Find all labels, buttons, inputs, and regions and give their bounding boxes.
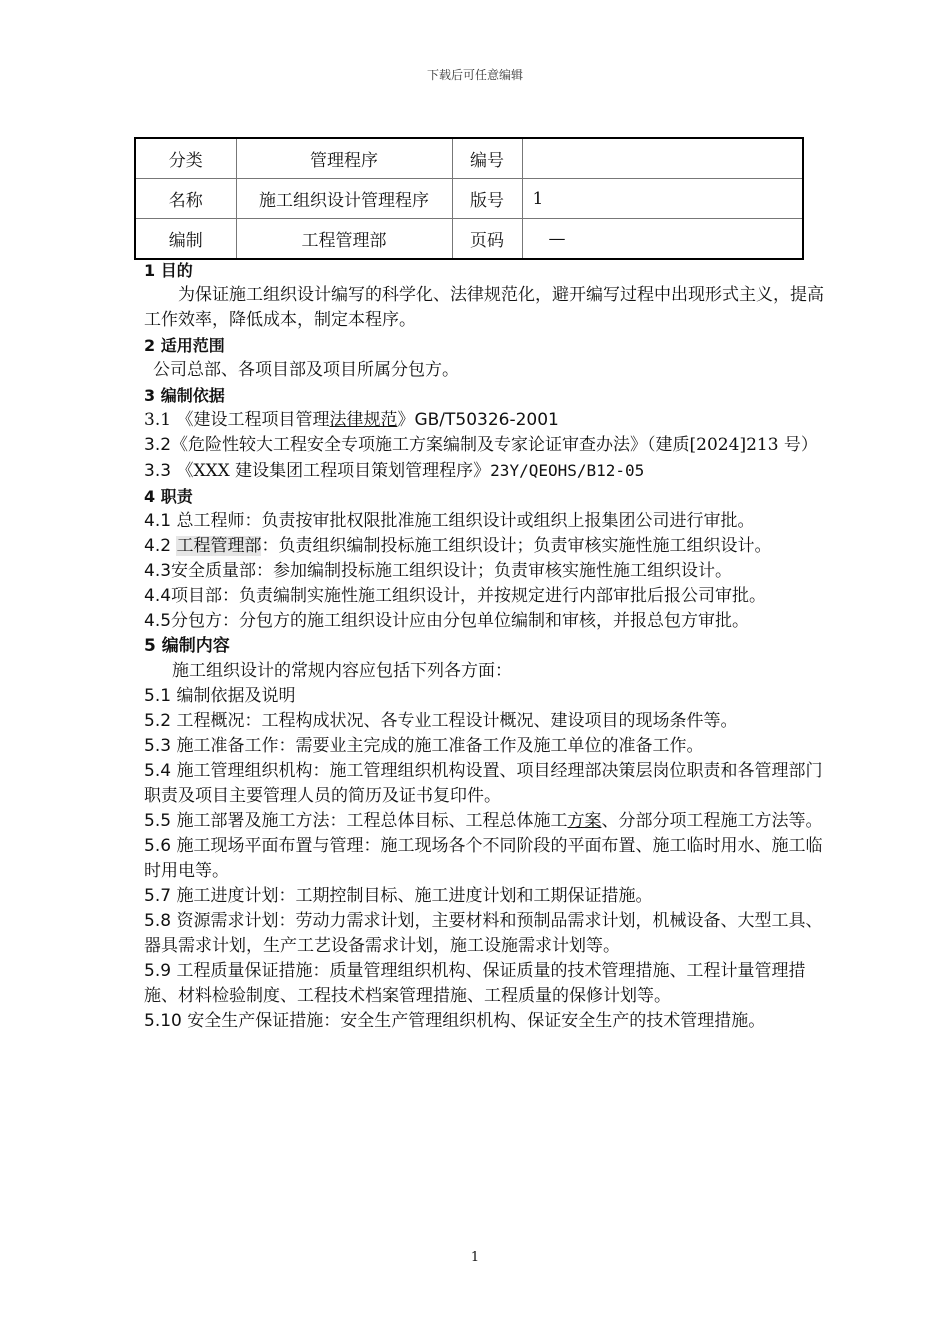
list-item: 5.5 施工部署及施工方法：工程总体目标、工程总体施工方案、分部分项工程施工方法等。	[144, 811, 823, 831]
section-heading-3: 3 编制依据	[144, 386, 225, 405]
list-item: 4.2 工程管理部：负责组织编制投标施工组织设计；负责审核实施性施工组织设计。	[144, 536, 772, 556]
list-item: 5.6 施工现场平面布置与管理：施工现场各个不同阶段的平面布置、施工临时用水、施工临时用电等。	[144, 836, 823, 881]
meta-value-name: 施工组织设计管理程序	[236, 179, 452, 219]
page-header-note: 下载后可任意编辑	[426, 68, 523, 82]
list-item: 5.4 施工管理组织机构：施工管理组织机构设置、项目经理部决策层岗位职责和各管理部门职责及项目主要管理人员的简历及证书复印件。	[144, 761, 823, 806]
list-item: 3.3 《XXX 建设集团工程项目策划管理程序》23Y/QEOHS/B12-05	[144, 461, 645, 481]
list-item: 5.9 工程质量保证措施：质量管理组织机构、保证质量的技术管理措施、工程计量管理措施、材料检验制度、工程技术档案管理措施、工程质量的保修计划等。	[144, 961, 806, 1006]
list-item: 5.1 编制依据及说明	[144, 686, 296, 706]
list-item: 5.7 施工进度计划：工期控制目标、施工进度计划和工期保证措施。	[144, 886, 653, 906]
highlighted-term: 工程管理部	[176, 536, 262, 556]
table-row	[135, 219, 803, 260]
document-body	[144, 258, 824, 1034]
list-item: 3.1 《建设工程项目管理法律规范》GB/T50326-2001	[144, 410, 559, 430]
linked-term: 法律规范	[329, 410, 398, 430]
meta-label-version: 版号	[452, 179, 522, 219]
list-item: 4.4项目部：负责编制实施性施工组织设计，并按规定进行内部审批后报公司审批。	[144, 586, 767, 606]
section-heading-4: 4 职责	[144, 487, 193, 506]
meta-label-category: 分类	[135, 138, 236, 179]
page-number: 1	[470, 1250, 480, 1265]
meta-label-number: 编号	[452, 138, 522, 179]
list-item: 5.3 施工准备工作：需要业主完成的施工准备工作及施工单位的准备工作。	[144, 736, 704, 756]
linked-term: 方案	[567, 811, 602, 831]
meta-value-category: 管理程序	[236, 138, 452, 179]
list-item: 4.1 总工程师：负责按审批权限批准施工组织设计或组织上报集团公司进行审批。	[144, 511, 755, 531]
section-2-body: 公司总部、各项目部及项目所属分包方。	[153, 360, 459, 380]
section-heading-2: 2 适用范围	[144, 336, 225, 355]
list-item: 4.5分包方：分包方的施工组织设计应由分包单位编制和审核，并报总包方审批。	[144, 611, 750, 631]
table-row	[135, 138, 803, 179]
list-item: 3.2《危险性较大工程安全专项施工方案编制及专家论证审查办法》（建质[2024]213 号）	[144, 435, 818, 455]
list-item: 5.8 资源需求计划：劳动力需求计划，主要材料和预制品需求计划，机械设备、大型工具、器具需求计划，生产工艺设备需求计划，施工设施需求计划等。	[144, 911, 823, 956]
meta-value-page: —	[522, 219, 803, 260]
section-1-body: 为保证施工组织设计编写的科学化、法律规范化，避开编写过程中出现形式主义，提高工作效率，降低成本，制定本程序。	[144, 285, 824, 330]
meta-label-name: 名称	[135, 179, 236, 219]
document-meta-table	[134, 137, 804, 260]
meta-label-page: 页码	[452, 219, 522, 260]
meta-value-number	[522, 138, 803, 179]
meta-value-author: 工程管理部	[236, 219, 452, 260]
table-row	[135, 179, 803, 219]
section-heading-1: 1 目的	[144, 261, 193, 280]
list-item: 5.10 安全生产保证措施：安全生产管理组织机构、保证安全生产的技术管理措施。	[144, 1011, 766, 1031]
meta-value-version: 1	[522, 179, 803, 219]
list-item: 5.2 工程概况：工程构成状况、各专业工程设计概况、建设项目的现场条件等。	[144, 711, 738, 731]
section-5-intro: 施工组织设计的常规内容应包括下列各方面：	[172, 661, 512, 681]
list-item: 4.3安全质量部：参加编制投标施工组织设计；负责审核实施性施工组织设计。	[144, 561, 733, 581]
section-heading-5: 5 编制内容	[144, 636, 230, 656]
meta-label-author: 编制	[135, 219, 236, 260]
